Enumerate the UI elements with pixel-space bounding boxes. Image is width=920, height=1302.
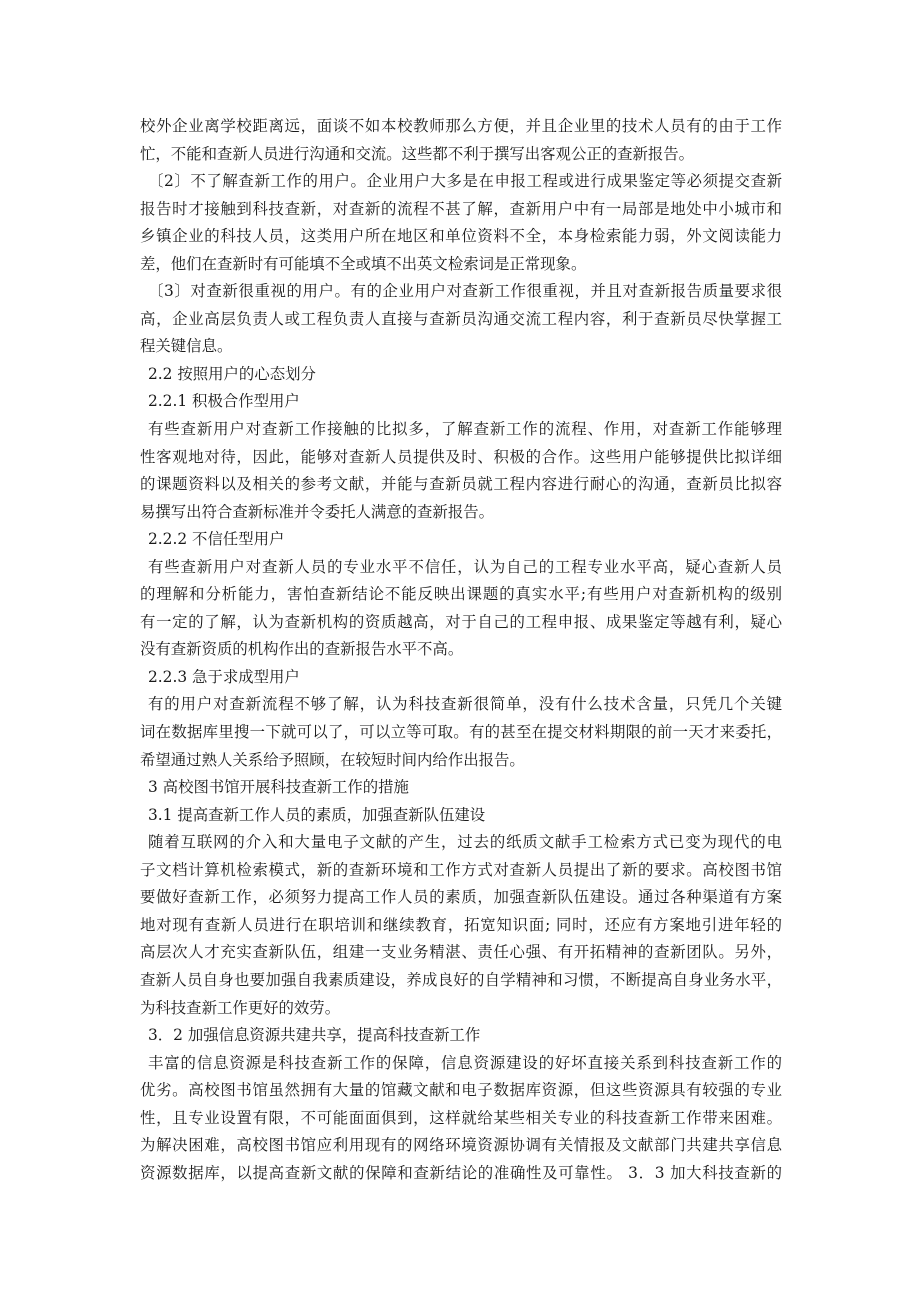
text-line: 2.2.3 急于求成型用户 — [148, 667, 300, 686]
text-line: 高层次人才充实查新队伍，组建一支业务精湛、责任心强、有开拓精神的查新团队。另外， — [140, 943, 782, 962]
text-line: 要做好查新工作，必须努力提高工作人员的素质，加强查新队伍建设。通过各种渠道有方案 — [140, 888, 782, 907]
text-line: 查新人员自身也要加强自我素质建设，养成良好的自学精神和习惯，不断提高自身业务水平， — [140, 970, 782, 989]
text-line: 〔2〕不了解查新工作的用户。企业用户大多是在申报工程或进行成果鉴定等必须提交查新 — [148, 172, 782, 191]
text-line: 2.2.1 积极合作型用户 — [148, 392, 300, 411]
text-line: 易撰写出符合查新标准并令委托人满意的查新报告。 — [140, 502, 494, 521]
text-line: 有一定的了解，认为查新机构的资质越高，对于自己的工程申报、成果鉴定等越有利，疑心 — [140, 612, 782, 631]
text-line: 性客观地对待，因此，能够对查新人员提供及时、积极的合作。这些用户能够提供比拟详细 — [140, 447, 782, 466]
text-line: 没有查新资质的机构作出的查新报告水平不高。 — [140, 640, 464, 659]
text-line: 性，且专业设置有限，不可能面面俱到，这样就给某些相关专业的科技查新工作带来困难。 — [140, 1108, 782, 1127]
text-line: 有些查新用户对查新工作接触的比拟多，了解查新工作的流程、作用，对查新工作能够理 — [148, 420, 782, 439]
text-line: 高，企业高层负责人或工程负责人直接与查新员沟通交流工程内容，利于查新员尽快掌握工 — [140, 309, 782, 328]
text-line: 优劣。高校图书馆虽然拥有大量的馆藏文献和电子数据库资源，但这些资源具有较强的专业 — [140, 1081, 782, 1100]
text-line: 为解决困难，高校图书馆应利用现有的网络环境资源协调有关情报及文献部门共建共享信息 — [140, 1136, 782, 1155]
text-line: 为科技查新工作更好的效劳。 — [140, 998, 341, 1017]
text-line: 3 高校图书馆开展科技查新工作的措施 — [148, 778, 409, 797]
text-line: 有些查新用户对查新人员的专业水平不信任，认为自己的工程专业水平高，疑心查新人员 — [148, 557, 782, 576]
text-line: 丰富的信息资源是科技查新工作的保障，信息资源建设的好坏直接关系到科技查新工作的 — [148, 1053, 782, 1072]
text-line: 随着互联网的介入和大量电子文献的产生，过去的纸质文献手工检索方式已变为现代的电 — [148, 833, 782, 852]
text-line: 2.2 按照用户的心态划分 — [148, 364, 316, 383]
text-line: 词在数据库里搜一下就可以了，可以立等可取。有的甚至在提交材料期限的前一天才来委托， — [140, 723, 782, 742]
text-line: 〔3〕对查新很重视的用户。有的企业用户对查新工作很重视，并且对查新报告质量要求很 — [148, 282, 782, 301]
text-line: 2.2.2 不信任型用户 — [148, 530, 285, 549]
text-line: 校外企业离学校距离远，面谈不如本校教师那么方便，并且企业里的技术人员有的由于工作 — [140, 117, 782, 135]
text-line: 忙，不能和查新人员进行沟通和交流。这些都不利于撰写出客观公正的查新报告。 — [140, 144, 695, 163]
document-page — [140, 113, 782, 1187]
text-line: 的理解和分析能力，害怕查新结论不能反映出课题的真实水平;有些用户对查新机构的级别 — [140, 585, 782, 604]
text-line: 乡镇企业的科技人员，这类用户所在地区和单位资料不全，本身检索能力弱，外文阅读能力 — [140, 227, 782, 246]
text-line: 资源数据库，以提高查新文献的保障和查新结论的准确性及可靠性。 3．3 加大科技查新的 — [140, 1163, 782, 1182]
text-line: 程关键信息。 — [140, 337, 233, 356]
text-line: 子文档计算机检索模式，新的查新环境和工作方式对查新人员提出了新的要求。高校图书馆 — [140, 860, 782, 879]
text-line: 希望通过熟人关系给予照顾，在较短时间内给作出报告。 — [140, 750, 525, 769]
text-line: 报告时才接触到科技查新，对查新的流程不甚了解，查新用户中有一局部是地处中小城市和 — [140, 199, 782, 218]
text-line: 3．2 加强信息资源共建共享，提高科技查新工作 — [148, 1026, 481, 1045]
text-line: 3.1 提高查新工作人员的素质，加强查新队伍建设 — [148, 805, 486, 824]
text-line: 地对现有查新人员进行在职培训和继续教育，拓宽知识面; 同时，还应有方案地引进年轻的 — [140, 915, 782, 934]
text-line: 的课题资料以及相关的参考文献，并能与查新员就工程内容进行耐心的沟通，查新员比拟容 — [140, 475, 782, 494]
text-line: 差，他们在查新时有可能填不全或填不出英文检索词是正常现象。 — [140, 254, 587, 273]
text-line: 有的用户对查新流程不够了解，认为科技查新很简单，没有什么技术含量，只凭几个关键 — [148, 695, 782, 714]
